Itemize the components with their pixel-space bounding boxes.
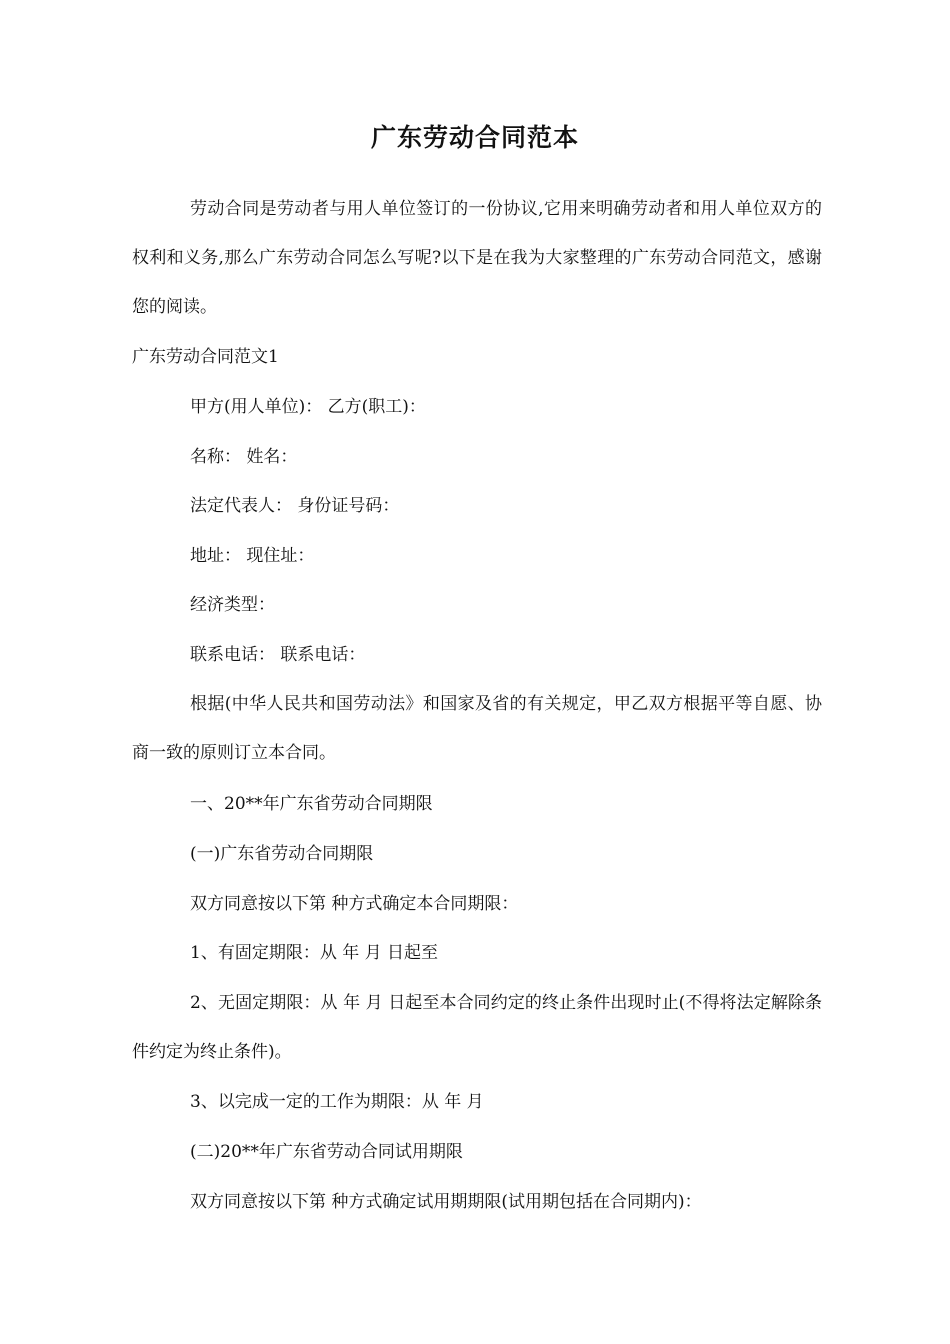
- agree-term-line: 双方同意按以下第 种方式确定本合同期限：: [190, 894, 519, 914]
- agree-trial-line: 双方同意按以下第 种方式确定试用期期限(试用期包括在合同期内)：: [190, 1192, 702, 1212]
- economic-type-line: 经济类型：: [190, 595, 275, 615]
- option-1-line: 1、有固定期限：从 年 月 日起至: [190, 943, 439, 963]
- phone-line: 联系电话： 联系电话：: [190, 645, 366, 665]
- clause-1-1-heading: (一)广东省劳动合同期限: [190, 844, 374, 864]
- basis-paragraph: 根据(中华人民共和国劳动法》和国家及省的有关规定，甲乙双方根据平等自愿、协商一致的原则订立本合同。: [132, 694, 822, 763]
- name-line: 名称： 姓名：: [190, 447, 298, 467]
- party-line: 甲方(用人单位)： 乙方(职工)：: [190, 397, 426, 417]
- option-2-paragraph: 2、无固定期限：从 年 月 日起至本合同约定的终止条件出现时止(不得将法定解除条件约定为终止条件)。: [132, 993, 822, 1062]
- intro-paragraph: 劳动合同是劳动者与用人单位签订的一份协议,它用来明确劳动者和用人单位双方的权利和义务,那么广东劳动合同怎么写呢?以下是在我为大家整理的广东劳动合同范文，感谢您的阅读。: [132, 199, 822, 317]
- address-line: 地址： 现住址：: [190, 546, 315, 566]
- section-heading: 广东劳动合同范文1: [132, 347, 279, 367]
- clause-1-2-heading: (二)20**年广东省劳动合同试用期限: [190, 1142, 463, 1162]
- representative-line: 法定代表人： 身份证号码：: [190, 496, 400, 516]
- option-3-line: 3、以完成一定的工作为期限：从 年 月: [190, 1092, 484, 1112]
- clause-1-heading: 一、20**年广东省劳动合同期限: [190, 794, 433, 814]
- document-title: 广东劳动合同范本: [370, 123, 579, 152]
